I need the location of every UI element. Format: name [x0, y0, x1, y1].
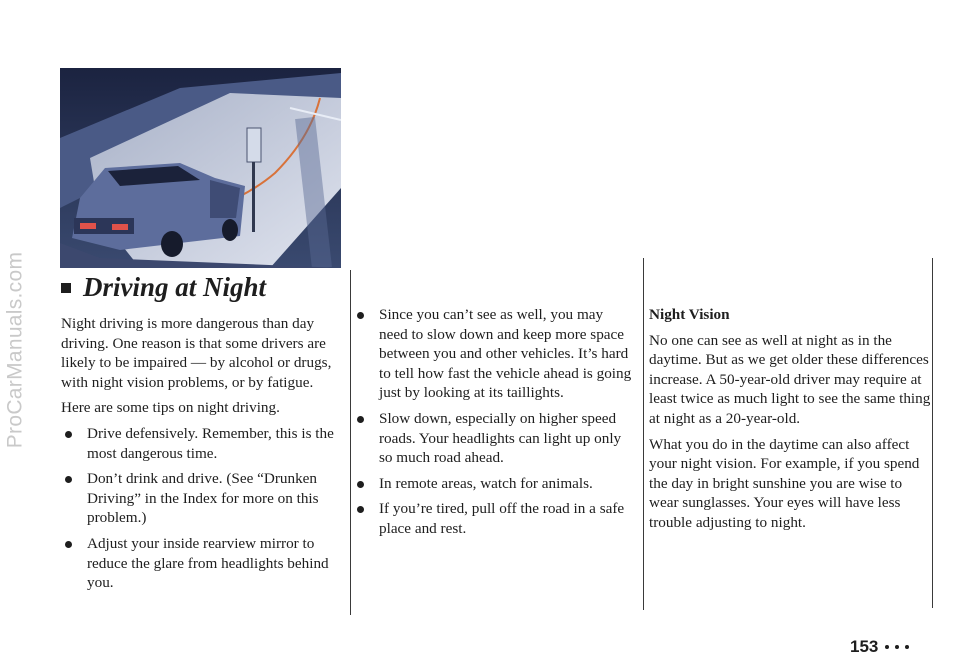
column-3: [649, 305, 931, 539]
bullet-icon: [65, 541, 72, 548]
bullet-icon: [65, 431, 72, 438]
list-item: Drive defensively. Remember, this is the most dangerous time.: [61, 424, 345, 463]
tips-list-2: [353, 305, 635, 539]
list-item: Slow down, especially on higher speed roads. Your headlights can light up only so much road ahead.: [353, 409, 635, 468]
photo-illustration: [60, 68, 341, 268]
heading-square-bullet: [61, 283, 71, 293]
column-1: [61, 314, 345, 599]
intro-paragraph: Night driving is more dangerous than day driving. One reason is that some drivers are likely to be impaired — by alcohol or drugs, with night vision problems, or by fatigue.: [61, 315, 332, 391]
page-number: 153: [850, 637, 879, 656]
list-item: If you’re tired, pull off the road in a safe place and rest.: [353, 499, 635, 538]
bullet-icon: [357, 481, 364, 488]
night-vision-heading: Night Vision: [649, 306, 730, 323]
dot-icon: [885, 645, 889, 649]
tips-intro: Here are some tips on night driving.: [61, 399, 280, 417]
tips-list-1: [61, 424, 345, 593]
night-driving-photo: [60, 68, 341, 268]
page-footer: [850, 637, 915, 657]
list-item: In remote areas, watch for animals.: [353, 474, 635, 494]
dot-icon: [895, 645, 899, 649]
column-rule-1: [350, 270, 351, 615]
dot-icon: [905, 645, 909, 649]
bullet-icon: [357, 416, 364, 423]
bullet-icon: [357, 312, 364, 319]
night-vision-paragraph-1: No one can see as well at night as in the daytime. But as we get older these differences increase. A 50-year-old driver may require at least twice as much light to see the same thing at night as a 20-year-old.: [649, 331, 931, 427]
column-rule-3: [932, 258, 933, 608]
section-heading: [61, 272, 266, 303]
list-item: Don’t drink and drive. (See “Drunken Driving” in the Index for more on this problem.): [61, 469, 345, 528]
watermark: [2, 100, 28, 600]
list-item: Adjust your inside rearview mirror to reduce the glare from headlights behind you.: [61, 534, 345, 593]
bullet-icon: [65, 476, 72, 483]
column-rule-2: [643, 258, 644, 610]
night-vision-paragraph-2: What you do in the daytime can also affect your night vision. For example, if you spend the day in bright sunshine you are wise to wear sunglasses. Your eyes will have less trouble adjusting to night.: [649, 435, 920, 531]
bullet-icon: [357, 506, 364, 513]
section-title: Driving at Night: [83, 272, 267, 302]
list-item: Since you can’t see as well, you may need to slow down and keep more space between you and other vehicles. It’s hard to tell how fast the vehicle ahead is going just by looking at its taillights.: [353, 305, 635, 403]
watermark-text: ProCarManuals.com: [3, 251, 26, 449]
column-2: [353, 305, 635, 545]
